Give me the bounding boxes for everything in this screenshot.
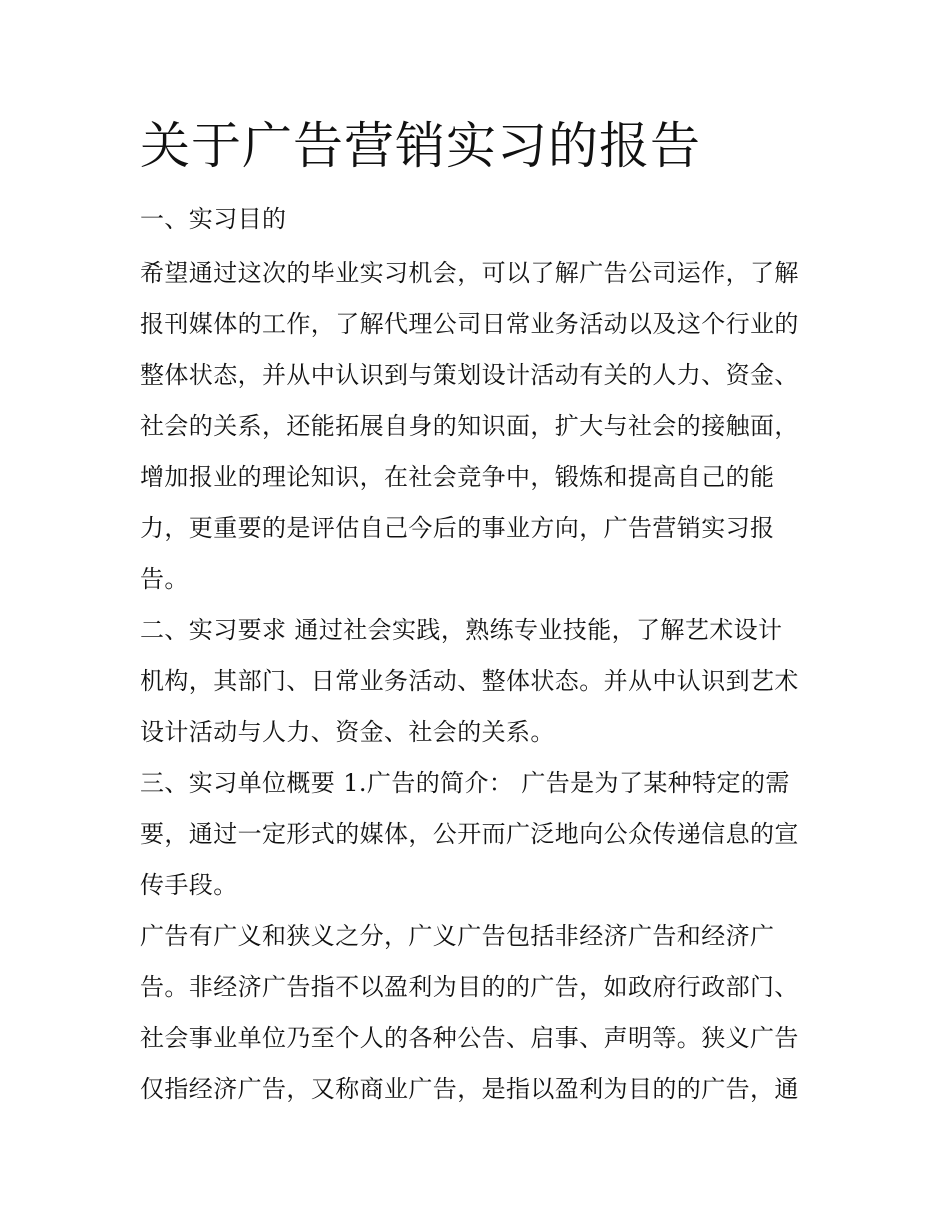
text-line: 希望通过这次的毕业实习机会，可以了解广告公司运作，了解 xyxy=(140,259,799,287)
text-line: 告。非经济广告指不以盈利为目的的广告，如政府行政部门、 xyxy=(140,973,799,1001)
text-line: 设计活动与人力、资金、社会的关系。 xyxy=(140,718,555,746)
text-line: 机构，其部门、日常业务活动、整体状态。并从中认识到艺术 xyxy=(140,667,799,695)
text-line: 报刊媒体的工作，了解代理公司日常业务活动以及这个行业的 xyxy=(140,310,799,338)
text-line: 力，更重要的是评估自己今后的事业方向，广告营销实习报 xyxy=(140,514,775,542)
document-title: 关于广告营销实习的报告 xyxy=(140,117,701,175)
section-heading-overview: 三、实习单位概要 1.广告的简介： 广告是为了某种特定的需 xyxy=(140,769,790,797)
text-line: 仅指经济广告，又称商业广告，是指以盈利为目的的广告，通 xyxy=(140,1075,799,1103)
text-line: 要，通过一定形式的媒体，公开而广泛地向公众传递信息的宣 xyxy=(140,820,799,848)
text-line: 社会事业单位乃至个人的各种公告、启事、声明等。狭义广告 xyxy=(140,1024,799,1052)
text-line: 社会的关系，还能拓展自身的知识面，扩大与社会的接触面， xyxy=(140,412,799,440)
text-line: 整体状态，并从中认识到与策划设计活动有关的人力、资金、 xyxy=(140,361,799,389)
section-heading-purpose: 一、实习目的 xyxy=(140,205,287,233)
text-line: 广告有广义和狭义之分，广义广告包括非经济广告和经济广 xyxy=(140,922,775,950)
text-line: 传手段。 xyxy=(140,871,238,899)
text-line: 增加报业的理论知识，在社会竞争中，锻炼和提高自己的能 xyxy=(140,463,775,491)
section-heading-requirements: 二、实习要求 通过社会实践，熟练专业技能，了解艺术设计 xyxy=(140,616,783,644)
text-line: 告。 xyxy=(140,565,189,593)
